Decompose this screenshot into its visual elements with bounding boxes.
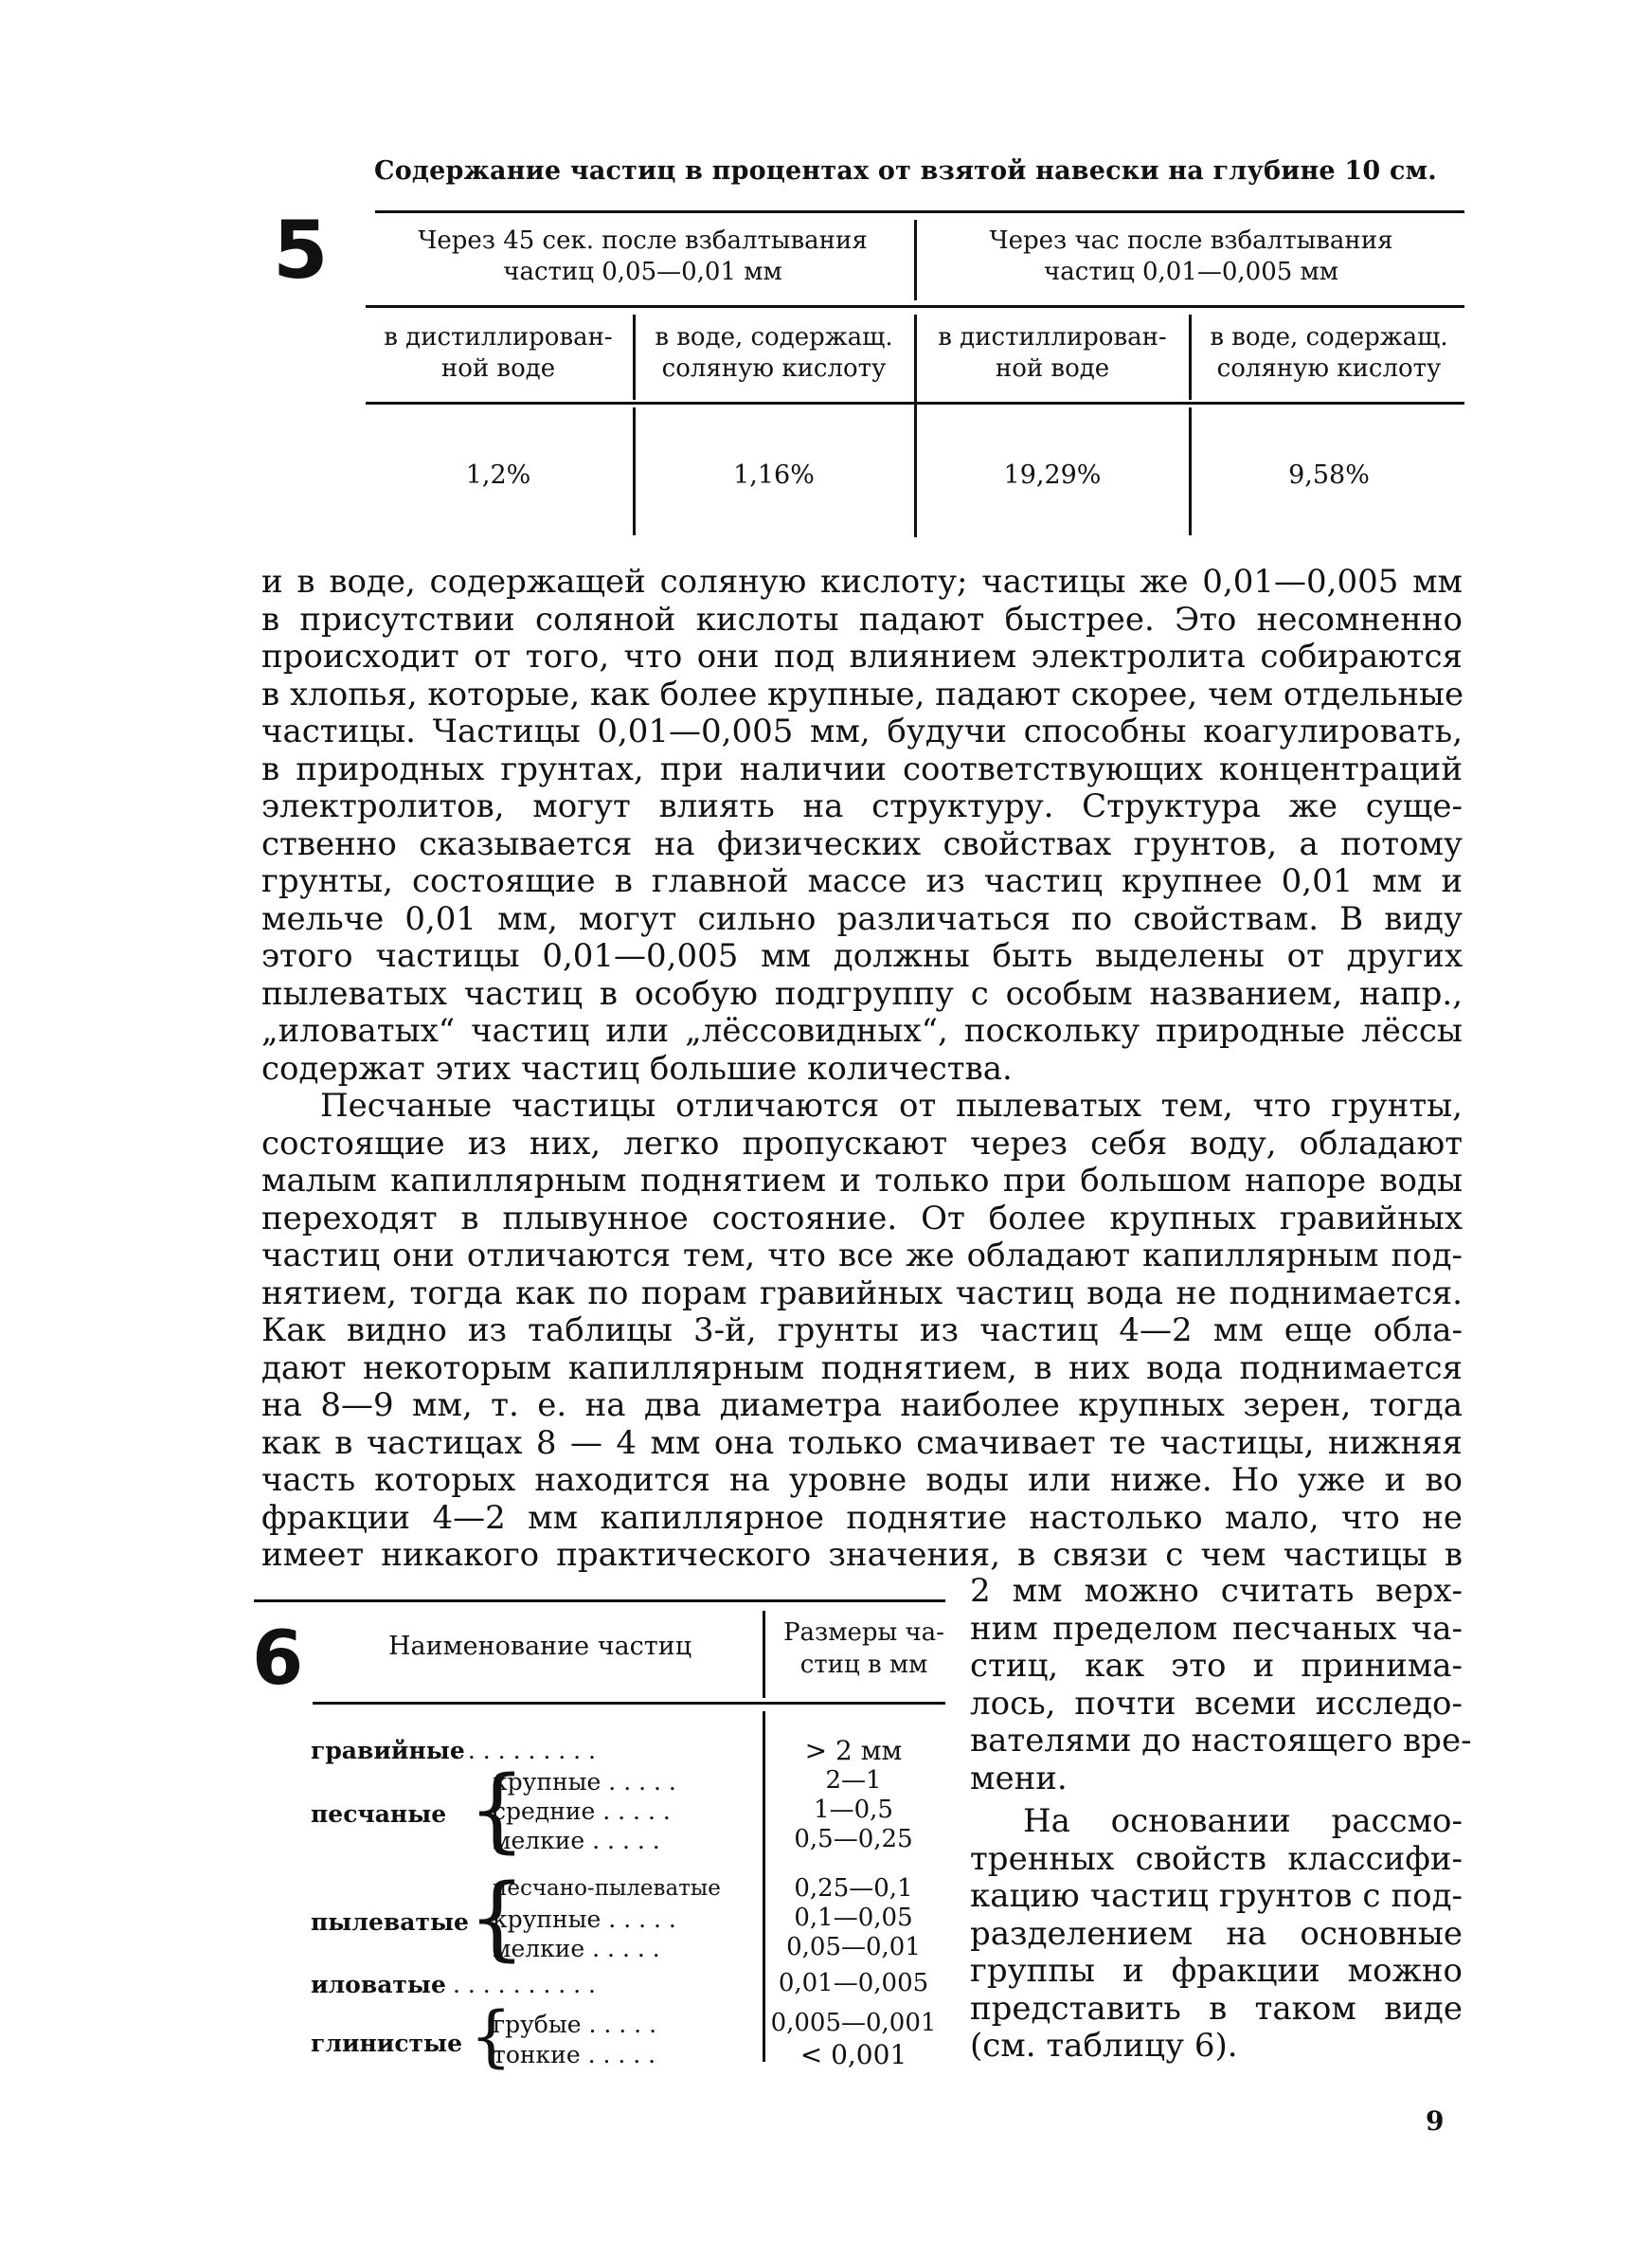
text-line: 2 мм можно считать верх- xyxy=(970,1572,1463,1610)
row-sub-silt-1: песчано-пылеватые xyxy=(493,1876,721,1901)
text-line: и в воде, содержащей соляную кислоту; частицы же 0,01—0,005 мм xyxy=(261,563,1463,601)
table5-title: Содержание частиц в процентах от взятой навески на глубине 10 см. xyxy=(374,156,1437,186)
table6-number: 6 xyxy=(252,1616,304,1702)
row-value-sand-3: 0,5—0,25 xyxy=(794,1825,913,1853)
text-line: состоящие из них, легко пропускают через себя воду, обладают xyxy=(261,1124,1463,1163)
row-sub-silt-2: крупные . . . . . xyxy=(493,1905,676,1933)
row-label-clay: глинистые xyxy=(311,2030,463,2057)
brace-icon: { xyxy=(470,1997,512,2075)
row-value-silt-1: 0,25—0,1 xyxy=(794,1874,913,1903)
row-value-silt-2: 0,1—0,05 xyxy=(794,1904,913,1932)
row-sub-clay-1: грубые . . . . . xyxy=(493,2011,657,2038)
text-line: Песчаные частицы отличаются от пылеватых тем, что грунты, xyxy=(320,1087,1463,1125)
text-line: дают некоторым капиллярным поднятием, в них вода поднимается xyxy=(261,1348,1463,1387)
table6-header-divider xyxy=(763,1611,765,1698)
table5-group-divider xyxy=(914,220,917,300)
text-line: частиц они отличаются тем, что все же обладают капиллярным под- xyxy=(261,1237,1463,1274)
table5-col-divider-1b xyxy=(633,407,636,535)
text-line: имеет никакого практического значения, в связи с чем частицы в xyxy=(261,1536,1463,1574)
row-label-sand: песчаные xyxy=(311,1800,447,1828)
body-paragraphs xyxy=(261,564,1463,1575)
text-line: частицы. Частицы 0,01—0,005 мм, будучи способны коагулировать, xyxy=(261,713,1463,750)
text-line: ственно сказывается на физических свойствах грунтов, а потому xyxy=(261,824,1463,863)
row-sub-clay-2: тонкие . . . . . xyxy=(493,2041,656,2068)
row-value-gravel: > 2 мм xyxy=(804,1735,903,1766)
row-sub-silt-3: мелкие . . . . . xyxy=(493,1935,660,1962)
table5-col-divider-3b xyxy=(1189,407,1192,535)
table5-value-1: 1,2% xyxy=(465,460,531,490)
table6-top-rule xyxy=(254,1599,945,1602)
row-label-clayey-silt: иловатые xyxy=(311,1971,446,1998)
text-line: на 8—9 мм, т. е. на два диаметра наиболее крупных зерен, тогда xyxy=(261,1386,1463,1424)
table5-value-2: 1,16% xyxy=(733,460,815,490)
table5-top-rule xyxy=(375,210,1464,213)
table6-header-name: Наименование частиц xyxy=(388,1632,692,1661)
row-label-silt: пылеватые xyxy=(311,1908,469,1936)
table5-subheader-2: в воде, содержащ. соляную кислоту xyxy=(655,323,893,383)
row-value-sand-1: 2—1 xyxy=(825,1766,882,1795)
row-dots: . . . . . . . . . . xyxy=(453,1737,596,1764)
text-line: в хлопья, которые, как более крупные, падают скорее, чем отдельные xyxy=(261,675,1464,713)
table6-header-size: Размеры ча- стиц в мм xyxy=(783,1618,944,1679)
text-line: часть которых находится на уровне воды или ниже. Но уже и во xyxy=(261,1461,1463,1499)
text-line: группы и фракции можно xyxy=(970,1952,1463,1990)
row-value-clayey-silt: 0,01—0,005 xyxy=(778,1969,929,1997)
side-column-text xyxy=(970,1572,1472,2066)
text-line: как в частицах 8 — 4 мм она только смачивает те частицы, нижняя xyxy=(261,1423,1463,1462)
text-line: нятием, тогда как по порам гравийных частиц вода не поднимается. xyxy=(261,1273,1463,1312)
table5-number: 5 xyxy=(273,204,329,297)
text-line: ним пределом песчаных ча- xyxy=(970,1609,1463,1648)
text-line: в присутствии соляной кислоты падают быстрее. Это несомненно xyxy=(261,600,1463,639)
table5-col-divider-3 xyxy=(1189,315,1192,400)
text-line: „иловатых“ частиц или „лёссовидных“, поскольку природные лёссы xyxy=(261,1012,1463,1050)
table5-subheader-4: в воде, содержащ. соляную кислоту xyxy=(1210,323,1448,383)
row-value-clay-2: < 0,001 xyxy=(799,2039,907,2070)
table5-col-divider-1 xyxy=(633,315,636,400)
table6-header-rule xyxy=(313,1702,945,1705)
text-line: этого частицы 0,01—0,005 мм должны быть выделены от других xyxy=(261,937,1463,975)
table5-col-divider-2 xyxy=(914,315,917,537)
table5-mid-rule xyxy=(366,305,1464,308)
table5-subheader-1: в дистиллирован- ной воде xyxy=(384,323,613,383)
table5-subheader-3: в дистиллирован- ной воде xyxy=(938,323,1167,383)
table5-value-3: 19,29% xyxy=(1003,460,1102,490)
brace-icon: { xyxy=(468,1865,527,1971)
text-line: разделением на основные xyxy=(970,1914,1463,1953)
text-line: переходят в плывунное состояние. От более крупных гравийных xyxy=(261,1199,1463,1237)
text-line: На основании рассмо- xyxy=(1023,1802,1463,1840)
text-line: вателями до настоящего вре- xyxy=(970,1722,1472,1760)
text-line: представить в таком виде xyxy=(970,1989,1463,2028)
text-line: стиц, как это и принима- xyxy=(970,1647,1463,1685)
text-line: грунты, состоящие в главной массе из частиц крупнее 0,01 мм и xyxy=(261,862,1463,900)
text-line: Как видно из таблицы 3-й, грунты из частиц 4—2 мм еще обла- xyxy=(261,1311,1463,1349)
row-dots: . . . . . . . . . . xyxy=(453,1971,596,1998)
text-line: электролитов, могут влиять на структуру. Структура же суще- xyxy=(261,787,1463,825)
text-line: лось, почти всеми исследо- xyxy=(970,1684,1463,1723)
brace-icon: { xyxy=(468,1757,527,1863)
text-line: в природных грунтах, при наличии соответствующих концентраций xyxy=(261,749,1463,788)
text-line: малым капиллярным поднятием и только при большом напоре воды xyxy=(261,1162,1463,1200)
text-line: мени. xyxy=(970,1759,1068,1797)
text-line: (см. таблицу 6). xyxy=(970,2027,1238,2065)
text-line: фракции 4—2 мм капиллярное поднятие настолько мало, что не xyxy=(261,1498,1463,1537)
text-line: пылеватых частиц в особую подгруппу с особым названием, напр., xyxy=(261,974,1463,1013)
text-line: происходит от того, что они под влиянием электролита собираются xyxy=(261,638,1463,676)
text-line: кацию частиц грунтов с под- xyxy=(970,1877,1463,1915)
text-line: тренных свойств классифи- xyxy=(970,1839,1463,1878)
page-number: 9 xyxy=(1426,2105,1445,2137)
row-value-sand-2: 1—0,5 xyxy=(814,1796,893,1824)
row-value-clay-1: 0,005—0,001 xyxy=(770,2009,937,2037)
row-value-silt-3: 0,05—0,01 xyxy=(786,1933,921,1961)
table5-value-4: 9,58% xyxy=(1288,460,1370,490)
row-sub-sand-3: мелкие . . . . . xyxy=(493,1827,660,1854)
row-label-gravel: гравийные xyxy=(311,1737,465,1764)
table5-group1-header: Через 45 сек. после взбалтывания частиц 0,05—0,01 мм xyxy=(418,226,868,286)
table5-sub-rule xyxy=(366,402,1464,405)
row-sub-sand-1: крупные . . . . . xyxy=(493,1768,676,1796)
table5-group2-header: Через час после взбалтывания частиц 0,01—0,005 мм xyxy=(989,226,1393,286)
text-line: содержат этих частиц большие количества. xyxy=(261,1049,1013,1088)
text-line: мельче 0,01 мм, могут сильно различаться по свойствам. В виду xyxy=(261,899,1463,938)
row-sub-sand-2: средние . . . . . xyxy=(493,1797,671,1825)
